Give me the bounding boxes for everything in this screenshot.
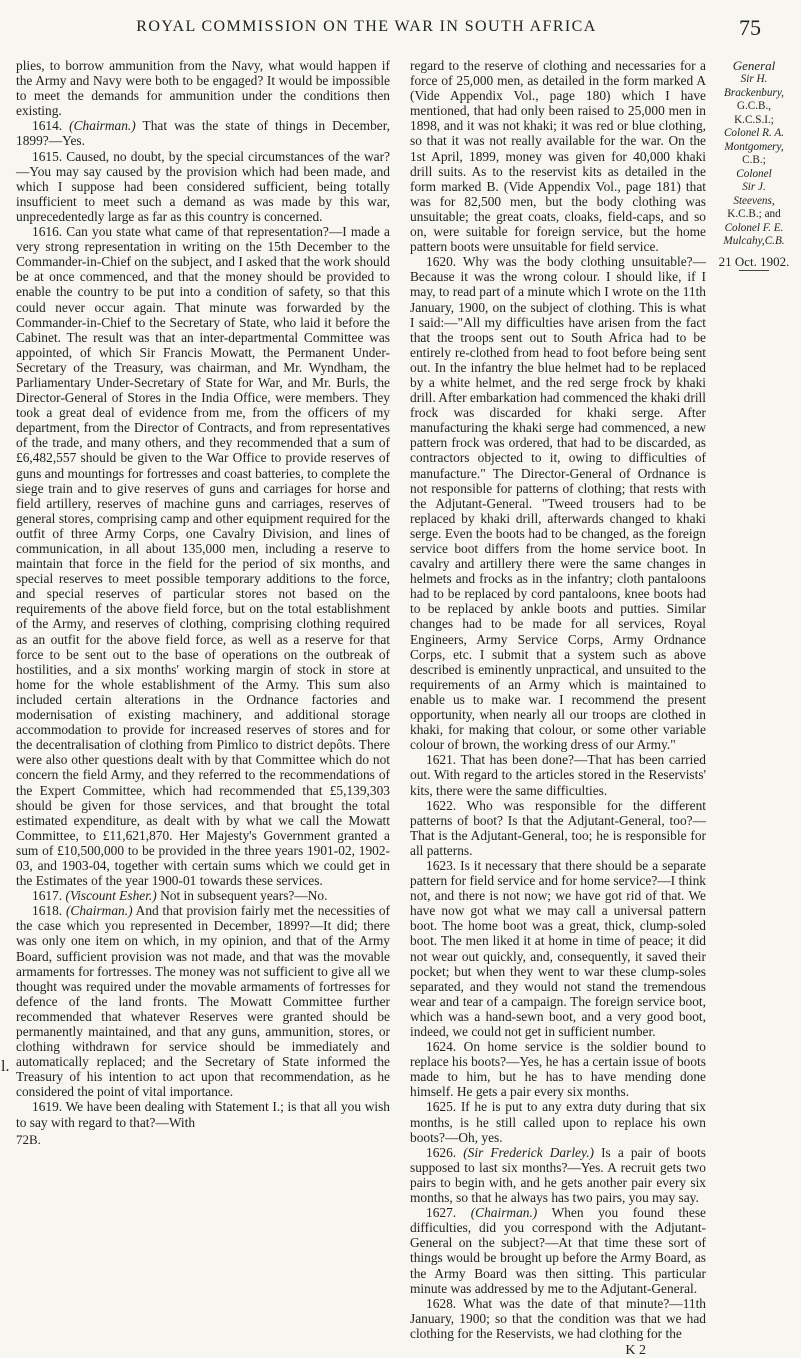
speaker: (Chairman.)	[69, 118, 136, 134]
speaker: (Sir Frederick Darley.)	[463, 1144, 594, 1160]
left-margin-mark: l.	[1, 1058, 10, 1075]
margin-line: Colonel	[736, 167, 772, 180]
question-text: And that provision fairly met the necessities of the case which you represented in December, 1899?—It did; there was only one item on which, in my opinion, and that of the Army Board, sufficient provision was not made, and that was the movable armaments for fortresses. The money was not sufficient to give all we thought was required under the movable armaments of fortresses for defence of the land fronts. The Mowatt Committee further recommended that whatever Reserves were granted should be permanently maintained, and that any guns, ammunition, stores, or clothing withdrawn for service should be immediately and automatically replaced; and the Secretary of State informed the Treasury of his intention to act upon that recommendation, as he considered the point of vital importance.	[16, 903, 391, 1100]
question-number: 1615.	[32, 148, 63, 164]
question-1621	[410, 752, 706, 797]
question-1622	[410, 798, 706, 858]
margin-line: K.C.B.; and	[727, 208, 781, 220]
question-1620	[410, 254, 706, 752]
hearing-date: 21 Oct. 1902.	[718, 253, 790, 269]
question-text: Is it necessary that there should be a separate pattern for field service and for home service?—I think not, and there is not now; we have got rid of that. We have now got what we may call a universal pattern boot. The home boot was a great, thick, clump-soled boot. The men liked it at home in time of peace; it did not wear out quickly, and, consequently, it saved their pocket; but when they went to war these clump-soles separated, and they would not stand the tremendous wear and tear of a campaign. The foreign service boot, which was a hand-sewn boot, and a very good boot, indeed, we could not get in sufficient number.	[410, 857, 706, 1039]
question-number: 1625.	[426, 1099, 457, 1115]
question-text: What was the date of that minute?—11th January, 1900; so that the condition was that we had clothing for the Reservists, we had clothing for the	[410, 1295, 706, 1341]
question-1628	[410, 1296, 706, 1341]
question-number: 1623.	[426, 857, 457, 873]
margin-line: Mulcahy,C.B.	[723, 235, 785, 247]
question-number: 1619.	[32, 1099, 63, 1115]
margin-line: General	[732, 58, 776, 73]
paragraph-continuation: plies, to borrow ammunition from the Navy, what would happen if the Army and Navy were both to be engaged? It would be impossible to meet the demands for ammunition under the conditions then existing.	[16, 58, 390, 119]
question-text: That was the state of things in December, 1899?—Yes.	[16, 118, 391, 149]
question-text: Not in subsequent years?—No.	[160, 888, 328, 904]
question-number: 1627.	[426, 1205, 457, 1221]
signature-mark: 72B.	[16, 1131, 41, 1147]
question-1624	[410, 1039, 706, 1099]
question-number: 1626.	[426, 1144, 457, 1160]
question-text: We have been dealing with Statement I.; is that all you wish to say with regard to that?—With	[16, 1099, 390, 1130]
question-text: That has been done?—That has been carried out. With regard to the articles stored in the Reservists' kits, there were the same difficulties.	[410, 752, 707, 798]
margin-line: Brackenbury,	[724, 86, 784, 99]
question-number: 1617.	[32, 888, 63, 904]
question-number: 1620.	[426, 254, 457, 270]
question-1617	[16, 888, 390, 903]
page-header	[0, 6, 801, 46]
question-number: 1621.	[426, 752, 457, 768]
question-1615	[16, 149, 390, 224]
question-number: 1614.	[32, 118, 63, 134]
margin-line: G.C.B.,	[736, 100, 772, 112]
question-1619	[16, 1099, 390, 1129]
question-1614	[16, 118, 390, 148]
question-1627	[410, 1205, 706, 1296]
paragraph-continuation: regard to the reserve of clothing and necessaries for a force of 25,000 men, as detailed in the form marked A (Vide Appendix Vol., page 180) which I have mentioned, that had only been raised to 25,000 men in 1898, and it was not khaki; it was red or blue clothing, so that it was not really available for the war. On the 1st April, 1899, money was given for 40,000 khaki drill suits. As to the reservist kits as detailed in the form marked B. (Vide Appendix Vol., page 181) that was for 82,500 men, but the body clothing was unsuitable; the great coats, cloaks, field-caps, and so on, were suitable for foreign service, but the home pattern boots were unsuitable for field service.	[410, 58, 706, 255]
question-number: 1628.	[426, 1295, 457, 1311]
divider	[739, 270, 769, 271]
witness-margin-note	[714, 58, 794, 271]
speaker: (Chairman.)	[65, 903, 133, 919]
question-text: Is a pair of boots supposed to last six months?—Yes. A recruit gets two pairs to begin with, and he gets another pair every six months, so that he always has two pairs, you may say.	[410, 1144, 706, 1206]
margin-line: Sir H.	[740, 73, 768, 85]
question-text: Who was responsible for the different patterns of boot? Is that the Adjutant-General, too?—That is the Adjutant-General, too; he is responsible for all patterns.	[410, 797, 706, 858]
signature-mark: K 2	[625, 1342, 646, 1358]
question-1618	[16, 903, 390, 1099]
question-number: 1618.	[32, 903, 63, 919]
margin-line: Colonel F. E.	[724, 221, 784, 234]
question-text: If he is put to any extra duty during that six months, is he still called upon to replace his own boots?—Oh, yes.	[410, 1099, 706, 1145]
question-1623	[410, 858, 706, 1039]
question-text: Caused, no doubt, by the special circumstances of the war?—You may say caused by the provision which had been made, and which I suppose had been considered sufficient, being totally insufficient to meet such a demand as was made by this war, unprecedentedly large as far as this country is concerned.	[16, 148, 390, 224]
question-text: When you found these difficulties, did you correspond with the Adjutant-General on the subject?—At that time these sort of things would be brought up before the Army Board, as the Army Board was then sitting. This particular minute was addressed by me to the Adjutant-General.	[410, 1205, 706, 1296]
question-number: 1624.	[426, 1039, 457, 1055]
running-title: ROYAL COMMISSION ON THE WAR IN SOUTH AFRICA	[136, 18, 597, 35]
question-text: On home service is the soldier bound to replace his boots?—Yes, he has a certain issue of boots made to him, but he has to have mending done himself. He gets a pair every six months.	[410, 1039, 706, 1100]
speaker: (Chairman.)	[470, 1205, 538, 1221]
margin-line: Sir J.	[742, 181, 766, 193]
margin-line: Montgomery,	[724, 140, 784, 153]
question-text: Can you state what came of that representation?—I made a very strong representation in writing on the 15th December to the Commander-in-Chief on the subject, and I asked that the work should be at once commenced, and that the money should be provided to enable the country to be put into a condition of safety, so that this could never occur again. That minute was forwarded by the Commander-in-Chief to the Secretary of State, who laid it before the Cabinet. The result was that an inter-departmental Committee was appointed, of which Sir Francis Mowatt, the Permanent Under-Secretary of the Treasury, was chairman, and Mr. Wyndham, the Parliamentary Under-Secretary of State for War, and Mr. Burls, the Director-General of Stores in the India Office, were members. They took a great deal of evidence from me, from the officers of my department, from the Director of Contracts, and from representatives of the trade, and many others, and they recommended that a sum of £6,482,557 should be given to the War Office to provide reserves of guns and mountings for fortresses and coast batteries, to complete the siege train and to give reserves of guns and carriages for horse and field artillery, reserves of machine guns and carriages, reserves of general stores, comprising camp and other equipment required for the outfit of three Army Corps, one Cavalry Division, and lines of communication, in all about 135,000 men, including a reserve to maintain that force in the field for the period of six months, and special reserves to meet possible temporary additions to the force, and special reserves of particular stores not based on the requirements of the above field force, but on the total establishment of the Army, and reserves of clothing, comprising clothing required as an outfit for the above field force, as well as a reserve for that force to be sent out to the base of operations on the outbreak of hostilities, and a six months' working margin of stock in store at home for the whole establishment of the Army. This sum also included certain alterations in the Ordnance factories and modernisation of existing machinery, and additional storage accommodation to provide for increased reserves of stores and for the decentralisation of clothing from Pimlico to district depôts. There were also other questions dealt with by that Committee which do not concern the field Army, and they referred to the recommendations of the Expert Committee, which had recommended that £5,139,303 should be given for those services, and that brought the total estimated expenditure, as dealt with by what we call the Mowatt Committee, to £11,621,870. Her Majesty's Government granted a sum of £10,500,000 to be provided in the three years 1901-02, 1902-03, and 1903-04, together with certain sums which we could get in the Estimates of the year 1900-01 towards these services.	[16, 224, 390, 889]
page-number: 75	[739, 15, 761, 40]
speaker: (Viscount Esher.)	[65, 888, 157, 904]
margin-line: K.C.S.I.;	[734, 113, 774, 126]
margin-line: Colonel R. A.	[723, 127, 785, 139]
question-text: Why was the body clothing unsuitable?—Because it was the wrong colour. I should like, if I may, to read part of a minute which I wrote on the 11th January, 1900, on the subject of clothing. This is what I said:—"All my difficulties have arisen from the fact that the troops sent out to South Africa had to be entirely re-clothed from head to foot before being sent out. In the infantry the blue helmet had to be replaced by a white helmet, and the red serge frock by khaki drill. After embarkation had commenced the khaki drill frock was discarded for khaki serge. After manufacturing the khaki serge had commenced, a new pattern frock was ordered, that had to be discarded, as contractors objected to it, owing to difficulties of manufacture." The Director-General of Ordnance is not responsible for patterns of clothing; that rests with the Adjutant-General. "Tweed trousers had to be replaced by khaki drill, afterwards changed to khaki serge. Even the boots had to be changed, as the foreign service boot differs from the home service boot. In cavalry and artillery there were the same changes in helmets and frocks as in the infantry; cloth pantaloons had to be replaced by cord pantaloons, knee boots had to be replaced by ankle boots and putties. Similar changes had to be made for all services, Royal Engineers, Army Service Corps, Army Ordnance Corps, etc. I submit that a system such as above described is eminently unpractical, and unsuited to the requirements of an Army which is maintained to enable us to make war. I recommend the present opportunity, when nearly all our troops are clothed in khaki, for making that colour, or some other variable colour of brown, the working dress of our Army."	[410, 254, 706, 753]
right-column	[410, 58, 706, 1358]
question-1626	[410, 1145, 706, 1205]
margin-line: C.B.;	[742, 154, 766, 166]
left-column	[16, 58, 390, 1147]
question-1625	[410, 1099, 706, 1144]
margin-line: Steevens,	[733, 194, 775, 207]
question-1616	[16, 224, 390, 888]
question-number: 1616.	[32, 224, 63, 240]
question-number: 1622.	[426, 797, 457, 813]
